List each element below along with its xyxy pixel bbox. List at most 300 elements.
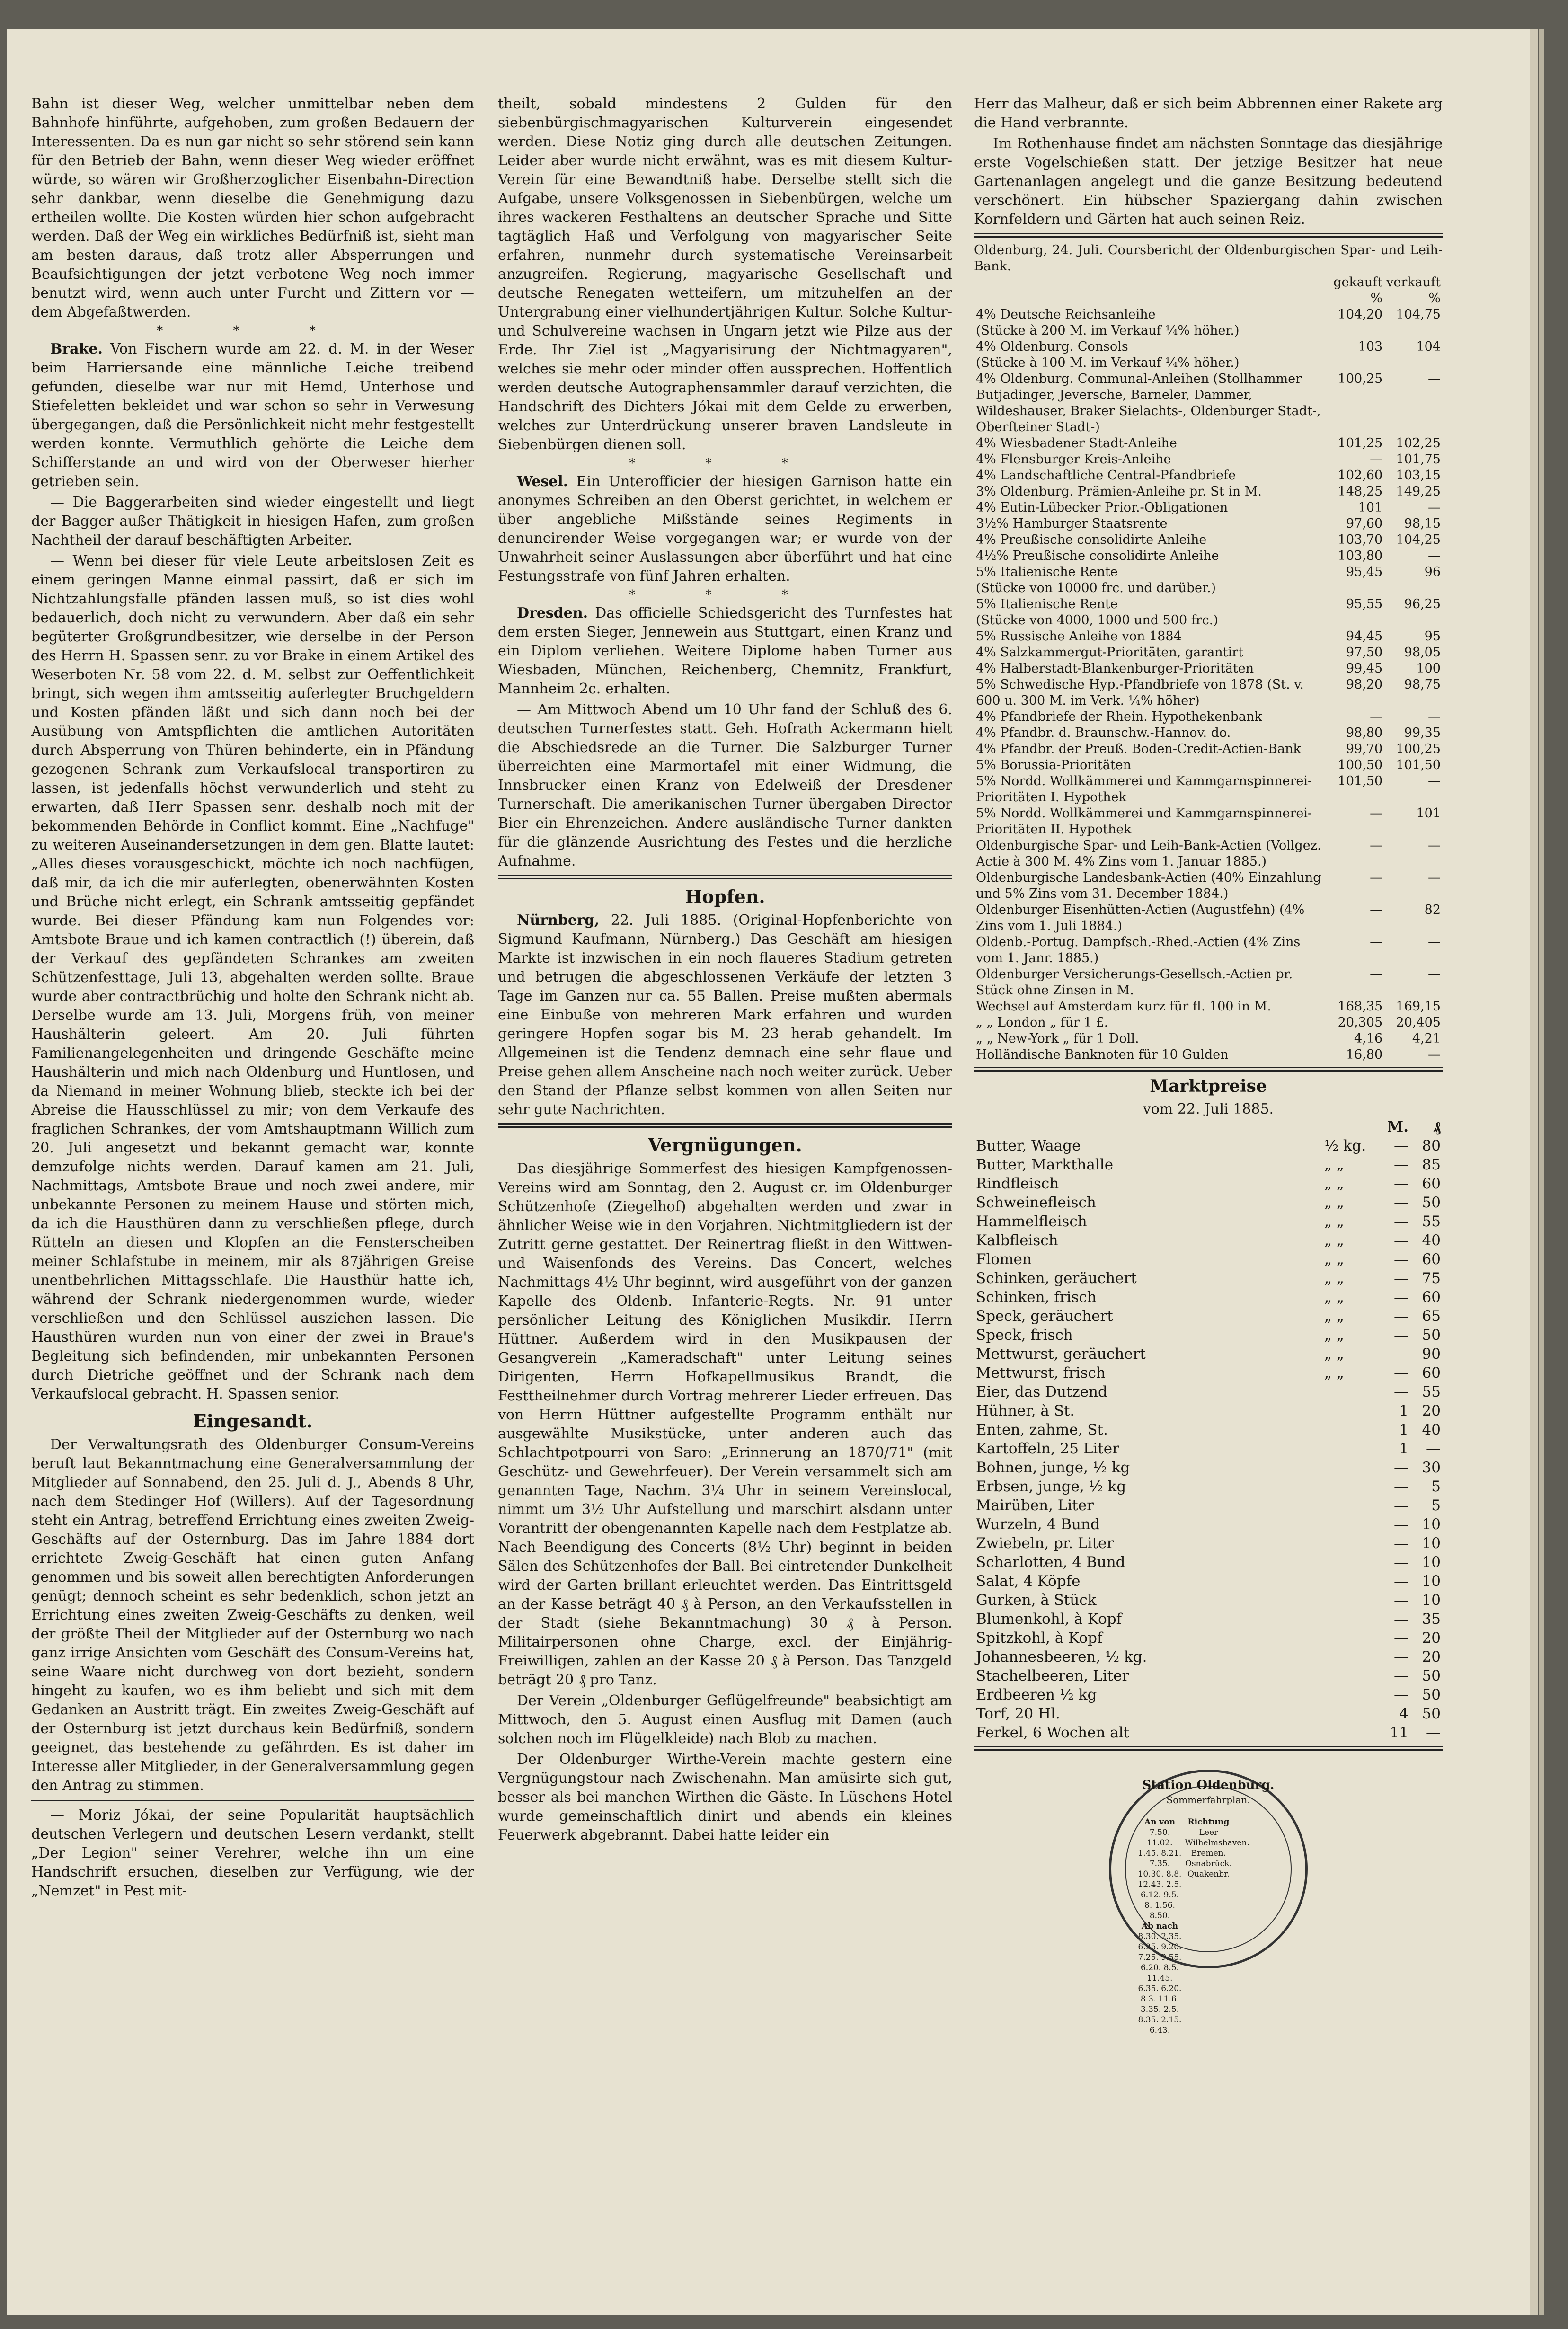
price-bought xyxy=(1331,323,1384,339)
dateline: Brake. xyxy=(50,341,103,357)
market-pf: 20 xyxy=(1422,1402,1441,1419)
table-row xyxy=(974,339,1443,355)
separator-stars xyxy=(498,456,952,470)
market-item: Ferkel, 6 Wochen alt xyxy=(976,1724,1130,1741)
market-unit xyxy=(1322,1401,1378,1420)
dateline: Dresden. xyxy=(517,605,588,621)
table-row xyxy=(974,468,1443,484)
market-mark: — xyxy=(1394,1497,1409,1514)
article-paragraph xyxy=(31,1435,474,1795)
market-item: Hühner, à St. xyxy=(976,1402,1075,1419)
market-unit xyxy=(1322,1477,1378,1496)
price-bought xyxy=(1331,612,1384,629)
article-paragraph xyxy=(31,1806,474,1901)
security-name: 3% Oldenburg. Prämien-Anleihe pr. St in M. xyxy=(976,484,1262,499)
price-sold: 96,25 xyxy=(1404,597,1441,611)
table-row xyxy=(974,371,1443,435)
market-pf: 60 xyxy=(1422,1175,1441,1192)
market-unit: „ „ xyxy=(1324,1156,1344,1173)
section-heading xyxy=(498,886,952,907)
price-sold: — xyxy=(1428,500,1441,515)
market-item: Hammelfleisch xyxy=(976,1213,1087,1230)
table-row xyxy=(974,1477,1443,1496)
price-sold: 4,21 xyxy=(1412,1031,1441,1046)
table-row xyxy=(974,1439,1443,1458)
market-pf: — xyxy=(1426,1724,1441,1741)
dateline: Wesel. xyxy=(517,473,568,490)
market-pf: 60 xyxy=(1422,1251,1441,1268)
market-item: Mairüben, Liter xyxy=(976,1497,1094,1514)
table-row xyxy=(974,1610,1443,1629)
column-left xyxy=(31,95,474,2253)
table-row xyxy=(974,1534,1443,1553)
market-item: Salat, 4 Köpfe xyxy=(976,1573,1081,1590)
market-item: Butter, Markthalle xyxy=(976,1156,1114,1173)
market-mark: — xyxy=(1394,1611,1409,1628)
market-pf: 75 xyxy=(1422,1270,1441,1287)
security-name: 4% Landschaftliche Central-Pfandbriefe xyxy=(976,468,1236,483)
price-sold xyxy=(1384,580,1443,596)
price-sold: 102,25 xyxy=(1396,436,1441,451)
market-unit xyxy=(1322,1382,1378,1401)
article-paragraph xyxy=(31,340,474,491)
market-pf: 50 xyxy=(1422,1705,1441,1722)
col-mark: M. xyxy=(1387,1118,1409,1135)
price-bought: — xyxy=(1370,935,1383,949)
separator-stars xyxy=(498,588,952,602)
market-mark: — xyxy=(1394,1232,1409,1249)
security-name: Holländische Banknoten für 10 Gulden xyxy=(976,1047,1229,1062)
paragraph-text: Der Oldenburger Wirthe-Verein machte gestern eine Vergnügungstour nach Zwischenahn. Man amüsirte sich gut, besser als bei manchen Wirthen die Gäste. In Lüschens Hotel wurde gemeinschaftlich dinirt und abends ein kleines Feuerwerk abgebrannt. Dabei hatte leider ein xyxy=(498,1751,952,1843)
stamp-title: Station Oldenburg. xyxy=(1142,1778,1275,1792)
market-mark: — xyxy=(1394,1289,1409,1306)
security-name: „ „ New-York „ für 1 Doll. xyxy=(976,1031,1139,1046)
paragraph-text: Eingesandt. xyxy=(193,1410,313,1432)
table-row xyxy=(974,1326,1443,1345)
paragraph-text: — Die Baggerarbeiten sind wieder eingestellt und liegt der Bagger außer Thätigkeit in hiesigen Hafen, zum großen Nachtheil der darauf beschäftigten Arbeiter. xyxy=(31,494,474,549)
stamp-col-direction: Richtung xyxy=(1187,1817,1230,1827)
security-name: 4% Oldenburg. Communal-Anleihen (Stollhammer Butjadinger, Jeversche, Barneler, Dammer, Wildeshauser, Braker Sielachts-, Oldenburger Stadt-, Oberfteiner Stadt-) xyxy=(976,372,1321,434)
section-rule xyxy=(498,875,952,879)
table-row xyxy=(974,1136,1443,1155)
table-row xyxy=(974,1269,1443,1288)
price-bought: 94,45 xyxy=(1346,629,1383,644)
price-bought: 148,25 xyxy=(1338,484,1383,499)
security-name: Oldenb.-Portug. Dampfsch.-Rhed.-Actien (4% Zins vom 1. Janr. 1885.) xyxy=(976,935,1301,965)
section-rule xyxy=(498,1123,952,1128)
table-row xyxy=(974,1572,1443,1591)
market-mark: 11 xyxy=(1390,1724,1409,1741)
section-heading xyxy=(31,1410,474,1432)
stamp-directions: Leer Wilhelmshaven. Bremen. Osnabrück. Quakenbr. xyxy=(1185,1828,1249,1879)
price-bought: 20,305 xyxy=(1338,1015,1383,1030)
market-item: Wurzeln, 4 Bund xyxy=(976,1516,1100,1533)
market-mark: — xyxy=(1394,1251,1409,1268)
table-row xyxy=(974,629,1443,645)
market-unit xyxy=(1322,1685,1378,1704)
table-row xyxy=(974,1515,1443,1534)
table-row xyxy=(974,307,1443,323)
market-unit xyxy=(1322,1572,1378,1591)
security-name: Oldenburgische Landesbank-Actien (40% Einzahlung und 5% Zins vom 31. December 1884.) xyxy=(976,870,1321,901)
table-row xyxy=(974,1647,1443,1666)
market-mark: — xyxy=(1394,1137,1409,1154)
market-mark: — xyxy=(1394,1383,1409,1400)
market-mark: — xyxy=(1394,1156,1409,1173)
paragraph-text: Hopfen. xyxy=(685,886,765,907)
security-name: 4% Halberstadt-Blankenburger-Prioritäten xyxy=(976,661,1254,676)
market-pf: 10 xyxy=(1422,1573,1441,1590)
market-item: Mettwurst, geräuchert xyxy=(976,1346,1146,1363)
price-bought: 98,20 xyxy=(1346,677,1383,692)
security-name: Oldenburger Versicherungs-Gesellsch.-Actien pr. Stück ohne Zinsen in M. xyxy=(976,967,1293,998)
article-paragraph xyxy=(498,1160,952,1690)
table-row xyxy=(974,741,1443,757)
market-pf: 50 xyxy=(1422,1686,1441,1703)
market-pf: 85 xyxy=(1422,1156,1441,1173)
market-item: Blumenkohl, à Kopf xyxy=(976,1611,1122,1628)
table-row xyxy=(974,1591,1443,1610)
market-mark: — xyxy=(1394,1478,1409,1495)
price-bought: — xyxy=(1370,967,1383,982)
market-unit xyxy=(1322,1723,1378,1742)
market-pf: 55 xyxy=(1422,1383,1441,1400)
table-row xyxy=(974,612,1443,629)
table-row xyxy=(974,725,1443,741)
table-row xyxy=(974,1553,1443,1572)
price-bought: 104,20 xyxy=(1338,307,1383,322)
security-name: (Stücke à 100 M. im Verkauf ¼% höher.) xyxy=(976,355,1240,370)
price-sold: 101 xyxy=(1416,806,1441,821)
market-item: Zwiebeln, pr. Liter xyxy=(976,1535,1114,1552)
section-rule xyxy=(974,1746,1443,1751)
market-unit xyxy=(1322,1553,1378,1572)
market-item: Schinken, geräuchert xyxy=(976,1270,1137,1287)
column-middle xyxy=(498,95,952,2253)
security-name: 4% Oldenburg. Consols xyxy=(976,339,1128,354)
market-unit: „ „ xyxy=(1324,1270,1344,1287)
separator-stars xyxy=(31,324,474,338)
col-sold: verkauft xyxy=(1386,275,1441,290)
market-item: Stachelbeeren, Liter xyxy=(976,1667,1129,1684)
price-sold: 98,05 xyxy=(1404,645,1441,660)
market-pf: 60 xyxy=(1422,1289,1441,1306)
market-mark: 1 xyxy=(1399,1402,1409,1419)
market-item: Gurken, à Stück xyxy=(976,1592,1097,1609)
security-name: 5% Nordd. Wollkämmerei und Kammgarnspinnerei-Prioritäten II. Hypothek xyxy=(976,806,1312,837)
security-name: Oldenburger Eisenhütten-Actien (Augustfehn) (4% Zins vom 1. Juli 1884.) xyxy=(976,903,1305,933)
table-row xyxy=(974,1231,1443,1250)
market-pf: 60 xyxy=(1422,1364,1441,1381)
col-pct: % xyxy=(1370,291,1383,306)
market-mark: — xyxy=(1394,1327,1409,1344)
price-bought: — xyxy=(1370,838,1383,853)
security-name: (Stücke von 4000, 1000 und 500 frc.) xyxy=(976,613,1218,628)
market-pf: — xyxy=(1426,1440,1441,1457)
table-row xyxy=(974,1364,1443,1382)
market-mark: — xyxy=(1394,1364,1409,1381)
price-bought: — xyxy=(1370,806,1383,821)
page-edge xyxy=(1530,29,1538,2315)
course-table xyxy=(974,275,1443,1063)
article-paragraph xyxy=(498,472,952,586)
market-mark: — xyxy=(1394,1459,1409,1476)
market-pf: 10 xyxy=(1422,1535,1441,1552)
market-unit: „ „ xyxy=(1324,1251,1344,1268)
price-sold: 96 xyxy=(1424,565,1441,579)
table-row xyxy=(974,1685,1443,1704)
market-item: Rindfleisch xyxy=(976,1175,1059,1192)
market-pf: 80 xyxy=(1422,1137,1441,1154)
market-mark: — xyxy=(1394,1648,1409,1665)
price-bought: — xyxy=(1370,903,1383,917)
market-mark: — xyxy=(1394,1629,1409,1647)
price-sold: 104,25 xyxy=(1396,532,1441,547)
market-unit xyxy=(1322,1439,1378,1458)
table-row xyxy=(974,1345,1443,1364)
security-name: 4% Deutsche Reichsanleihe xyxy=(976,307,1156,322)
timetable-stamp xyxy=(1109,1770,1308,2035)
market-pf: 55 xyxy=(1422,1213,1441,1230)
paragraph-text: Ein Unterofficier der hiesigen Garnison hatte ein anonymes Schreiben an den Oberst gerichtet, in welchem er über angebliche Mißstände seines Regiments in denuncirender Weise vorgegangen war; er wurde von der Unwahrheit seiner Auslassungen aber überführt und hat eine Festungsstrafe von fünf Jahren erhalten. xyxy=(498,473,952,584)
stamp-departures: 8.30. 2.35. 6.25. 9.20. 7.25. 9.55. 6.20. 8.5. 11.45. 6.35. 6.20. 8.3. 11.6. 3.35. 2.5. 8.35. 2.15. 6.43. xyxy=(1138,1932,1182,2035)
market-pf: 40 xyxy=(1422,1421,1441,1438)
article-paragraph xyxy=(498,911,952,1119)
table-row xyxy=(974,661,1443,677)
market-item: Spitzkohl, à Kopf xyxy=(976,1629,1103,1647)
table-row xyxy=(974,1212,1443,1231)
market-prices-table xyxy=(974,1117,1443,1742)
market-item: Bohnen, junge, ½ kg xyxy=(976,1459,1130,1476)
price-bought: 95,45 xyxy=(1346,565,1383,579)
market-mark: — xyxy=(1394,1308,1409,1325)
market-item: Butter, Waage xyxy=(976,1137,1081,1154)
table-row xyxy=(974,580,1443,596)
market-mark: — xyxy=(1394,1573,1409,1590)
price-bought: 101,50 xyxy=(1338,774,1383,788)
article-paragraph xyxy=(974,95,1443,133)
paragraph-text: — Wenn bei dieser für viele Leute arbeitslosen Zeit es einem geringen Manne einmal passirt, daß er sich im Nichtzahlungsfalle pfänden lassen muß, so ist dies wohl bedauerlich, doch nicht zu verwundern. Aber daß ein sehr begüterter Großgrundbesitzer, wie derselbe in der Person des Herrn H. Spassen senr. zu vor Brake in einem Artikel des Weserboten Nr. 58 vom 22. d. M. selbst zur Oeffentlichkeit bringt, sich wegen ihm amtsseitig auferlegter Bruchgeldern und Kosten pfänden läßt und sich dann noch bei der Ausübung von Amtspflichten die amtlichen Autoritäten durch Absperrung von Thüren behinderte, ein in Pfändung gezogenen Schrank zum Verkaufslocal transportiren zu lassen, ist jedenfalls höchst verwunderlich und steht zu erwarten, daß Herr Spassen senr. deshalb noch mit der bekommenden Behörde in Conflict kommt. Eine „Nachfuge" zu weiteren Auseinandersetzungen in dem gen. Blatte lautet: „Alles dieses vorausgeschickt, möchte ich noch nachfügen, daß mir, da ich die mir auferlegten, obenerwähnten Kosten und Brüche nicht erlegt, ein Schrank amtsseitig gepfändet wurde. Bei dieser Pfändung kam nun Folgendes vor: Amtsbote Braue und ich kamen contractlich (!) überein, daß der Verkauf des gepfändeten Schrankes am zweiten Schützenfesttage, Juli 13, abgehalten werden sollte. Braue wurde aber contractbrüchig und holte den Schrank nicht ab. Derselbe wurde am 13. Juli, Morgens früh, von meiner Haushälterin geleert. Am 20. Juli führten Familienangelegenheiten und dringende Geschäfte meine Haushälterin und mich nach Oldenburg und Huntlosen, und da Niemand in meiner Wohnung blieb, steckte ich bei der Abreise die Hausschlüssel zu mir; von dem Verkaufe des fraglichen Schrankes, der vom Amtshauptmann Willich zum 20. Juli angesetzt und bekannt gemacht war, konnte demzufolge nichts werden. Darauf kamen am 21. Juli, Nachmittags, Amtsbote Braue und noch zwei andere, mir unbekannte Personen zu meinem Hause und störten mich, da ich die Hausthüren dann zu verschließen pflege, durch Rütteln an diesen und Klopfen an die Fensterscheiben meiner Schlafstube in meinem, mir als 87jährigen Greise unentbehrlichen Mittagsschlafe. Die Hausthür hatte ich, während der Schrank niedergenommen wurde, wieder verschließen und den Schlüssel ausziehen lassen. Die Hausthüren wurden nun von einer der zwei in Braue's Begleitung sich befindenden, mir unbekannten Personen durch Dietriche geöffnet und der Schrank nach dem Verkaufslocal gebracht. H. Spassen senior. xyxy=(31,553,474,1402)
market-unit xyxy=(1322,1591,1378,1610)
price-sold xyxy=(1384,355,1443,371)
price-bought: — xyxy=(1370,452,1383,467)
market-item: Eier, das Dutzend xyxy=(976,1383,1107,1400)
table-row xyxy=(974,532,1443,548)
price-sold: — xyxy=(1428,549,1441,563)
article-paragraph xyxy=(31,95,474,322)
table-row xyxy=(974,1458,1443,1477)
table-row xyxy=(974,355,1443,371)
table-row xyxy=(974,934,1443,966)
price-sold: — xyxy=(1428,838,1441,853)
market-pf: 5 xyxy=(1431,1478,1441,1495)
price-sold: 100 xyxy=(1416,661,1441,676)
price-sold: 103,15 xyxy=(1396,468,1441,483)
article-paragraph xyxy=(31,493,474,550)
market-pf: 20 xyxy=(1422,1648,1441,1665)
security-name: Wechsel auf Amsterdam kurz für fl. 100 in M. xyxy=(976,999,1271,1014)
market-item: Schweinefleisch xyxy=(976,1194,1096,1211)
market-pf: 40 xyxy=(1422,1232,1441,1249)
market-unit xyxy=(1322,1534,1378,1553)
market-unit: „ „ xyxy=(1324,1308,1344,1325)
market-item: Erbsen, junge, ½ kg xyxy=(976,1478,1126,1495)
market-unit: „ „ xyxy=(1324,1327,1344,1344)
paragraph-text: 22. Juli 1885. (Original-Hopfenberichte von Sigmund Kaufmann, Nürnberg.) Das Geschäft am hiesigen Markte ist inzwischen in ein noch flaueres Stadium getreten und betrugen die abgeschlossenen Verkäufe der letzten 3 Tage im Ganzen nur ca. 55 Ballen. Preise mußten abermals eine Einbuße von mehreren Mark erfahren und wurden geringere Hopfen sogar bis M. 23 herab gehandelt. Im Allgemeinen ist die Tendenz demnach eine sehr flaue und Preise gehen allem Anscheine nach noch weiter zurück. Ueber den Stand der Pflanze selbst kommen von allen Seiten nur sehr gute Nachrichten. xyxy=(498,912,952,1118)
table-row xyxy=(974,1193,1443,1212)
table-row xyxy=(974,452,1443,468)
page-edge xyxy=(1539,29,1544,2315)
market-item: Erdbeeren ½ kg xyxy=(976,1686,1097,1703)
col-pfennig: ₰ xyxy=(1433,1118,1441,1135)
security-name: 4% Pfandbr. d. Braunschw.-Hannov. do. xyxy=(976,726,1231,740)
market-unit xyxy=(1322,1515,1378,1534)
table-row xyxy=(974,1307,1443,1326)
market-pf: 10 xyxy=(1422,1554,1441,1571)
paragraph-text: * * * xyxy=(157,324,349,338)
market-unit xyxy=(1322,1458,1378,1477)
article-paragraph xyxy=(498,700,952,871)
market-item: Kartoffeln, 25 Liter xyxy=(976,1440,1119,1457)
price-bought: 95,55 xyxy=(1346,597,1383,611)
price-bought: 100,25 xyxy=(1338,372,1383,386)
market-pf: 90 xyxy=(1422,1346,1441,1363)
market-unit: „ „ xyxy=(1324,1213,1344,1230)
market-mark: — xyxy=(1394,1346,1409,1363)
table-row xyxy=(974,773,1443,806)
price-sold: 100,25 xyxy=(1396,742,1441,756)
market-mark: — xyxy=(1394,1554,1409,1571)
market-item: Johannesbeeren, ½ kg. xyxy=(976,1648,1147,1665)
security-name: 4½% Preußische consolidirte Anleihe xyxy=(976,549,1219,563)
price-sold: — xyxy=(1428,967,1441,982)
stamp-col-ab: Ab nach xyxy=(1141,1922,1178,1931)
paragraph-text: Von Fischern wurde am 22. d. M. in der Weser beim Harriersande eine männliche Leiche treibend gefunden, dieselbe war nur mit Hemd, Unterhose und Stiefeletten bekleidet und war schon so sehr in Verwesung übergegangen, daß die Persönlichkeit nicht mehr festgestellt werden konnte. Vermuthlich gehörte die Leiche dem Schifferstande an und wird von der Oberweser hierher getrieben sein. xyxy=(31,341,474,490)
table-row xyxy=(974,484,1443,500)
section-rule xyxy=(974,233,1443,238)
course-report-heading: Oldenburg, 24. Juli. Coursbericht der Oldenburgischen Spar- und Leih-Bank. xyxy=(974,243,1443,274)
article-paragraph xyxy=(498,604,952,699)
table-row xyxy=(974,966,1443,999)
paragraph-text: Der Verein „Oldenburger Geflügelfreunde" beabsichtigt am Mittwoch, den 5. August einen Ausflug mit Damen (auch solchen noch im Flügelkleide) nach Blob zu machen. xyxy=(498,1692,952,1747)
security-name: 4% Salzkammergut-Prioritäten, garantirt xyxy=(976,645,1243,660)
article-paragraph xyxy=(498,95,952,454)
market-pf: 10 xyxy=(1422,1516,1441,1533)
market-item: Mettwurst, frisch xyxy=(976,1364,1106,1381)
market-item: Enten, zahme, St. xyxy=(976,1421,1108,1438)
security-name: 4% Pfandbriefe der Rhein. Hypothekenbank xyxy=(976,709,1262,724)
market-item: Torf, 20 Hl. xyxy=(976,1705,1060,1722)
table-row xyxy=(974,1015,1443,1031)
price-sold: — xyxy=(1428,709,1441,724)
article-paragraph xyxy=(31,552,474,1404)
market-unit: „ „ xyxy=(1324,1346,1344,1363)
paragraph-text: theilt, sobald mindestens 2 Gulden für den siebenbürgischmagyarischen Kulturverein eingesendet werden. Diese Notiz ging durch alle deutschen Zeitungen. Leider aber wurde nicht erwähnt, was es mit diesem Kultur-Verein für eine Bewandtniß habe. Derselbe stellt sich die Aufgabe, unsere Volksgenossen in Siebenbürgen, welche um ihres wackeren Festhaltens an deutscher Sprache und Sitte tagtäglich Haß und Verfolgung von magyarischer Seite erfahren, nunmehr durch systematische Vereinsarbeit anzugreifen. Regierung, magyarische Gesellschaft und deutsche Renegaten wetteifern, um mitzuhelfen an der Untergrabung einer vielhundertjährigen Kultur. Solche Kultur- und Schulvereine wachsen in Ungarn jetzt wie Pilze aus der Erde. Ihr Ziel ist „Magyarisirung der Nichtmagyaren", welches sie mehr oder minder offen aussprechen. Hoffentlich werden deutsche Autographensammler darauf verzichten, die Handschrift des Dichters Jókai mit dem Gelde zu erwerben, welches zur Unterdrückung unserer braven Landsleute in Siebenbürgen dienen soll. xyxy=(498,96,952,453)
market-unit: „ „ xyxy=(1324,1232,1344,1249)
market-unit xyxy=(1322,1496,1378,1515)
table-row xyxy=(974,1629,1443,1647)
price-bought: 103,80 xyxy=(1338,549,1383,563)
security-name: 4% Pfandbr. der Preuß. Boden-Credit-Actien-Bank xyxy=(976,742,1301,756)
price-sold: 95 xyxy=(1424,629,1441,644)
table-row xyxy=(974,564,1443,580)
market-item: Kalbfleisch xyxy=(976,1232,1058,1249)
market-item: Flomen xyxy=(976,1251,1032,1268)
market-mark: — xyxy=(1394,1535,1409,1552)
market-unit: „ „ xyxy=(1324,1175,1344,1192)
table-row xyxy=(974,1031,1443,1047)
market-item: Schinken, frisch xyxy=(976,1289,1097,1306)
section-heading xyxy=(498,1134,952,1156)
market-prices-title: Marktpreise xyxy=(1150,1076,1267,1096)
price-sold: — xyxy=(1428,935,1441,949)
table-row xyxy=(974,1047,1443,1063)
paragraph-text: Bahn ist dieser Weg, welcher unmittelbar neben dem Bahnhofe hinführte, aufgehoben, zum großen Bedauern der Interessenten. Da es nun gar nicht so sehr störend sein kann für den Betrieb der Bahn, wenn dieser Weg wieder eröffnet würde, so wären wir Großherzoglicher Eisenbahn-Direction sehr dankbar, wenn dieselbe die Genehmigung dazu ertheilen wollte. Die Kosten würden hier schon aufgebracht werden. Daß der Weg ein wirkliches Bedürfniß ist, sieht man am besten daraus, daß trotz aller Absperrungen und Beaufsichtigungen der jetzt verbotene Weg noch immer benutzt wird, wenn auch unter Furcht und Zittern vor — dem Abgefaßtwerden. xyxy=(31,96,474,320)
price-bought xyxy=(1331,580,1384,596)
market-pf: 50 xyxy=(1422,1667,1441,1684)
table-row xyxy=(974,1288,1443,1307)
market-item: Scharlotten, 4 Bund xyxy=(976,1554,1125,1571)
stamp-arrivals: 7.50. 11.02. 1.45. 8.21. 7.35. 10.30. 8.8. 12.43. 2.5. 6.12. 9.5. 8. 1.56. 8.50. xyxy=(1138,1828,1182,1921)
price-sold: — xyxy=(1428,372,1441,386)
column-right xyxy=(974,95,1443,2253)
market-pf: 10 xyxy=(1422,1592,1441,1609)
table-row xyxy=(974,1666,1443,1685)
price-sold: 101,50 xyxy=(1396,758,1441,772)
market-mark: — xyxy=(1394,1213,1409,1230)
article-paragraph xyxy=(498,1691,952,1748)
table-row xyxy=(974,500,1443,516)
price-bought: 16,80 xyxy=(1346,1047,1383,1062)
price-bought: — xyxy=(1370,870,1383,885)
market-item: Speck, frisch xyxy=(976,1327,1073,1344)
price-bought: — xyxy=(1370,709,1383,724)
table-row xyxy=(974,645,1443,661)
table-row xyxy=(974,1155,1443,1174)
market-unit: „ „ xyxy=(1324,1364,1344,1381)
price-bought: 102,60 xyxy=(1338,468,1383,483)
security-name: 5% Nordd. Wollkämmerei und Kammgarnspinnerei-Prioritäten I. Hypothek xyxy=(976,774,1312,805)
price-bought: 101 xyxy=(1358,500,1383,515)
market-unit xyxy=(1322,1610,1378,1629)
price-bought xyxy=(1331,355,1384,371)
paragraph-text: — Am Mittwoch Abend um 10 Uhr fand der Schluß des 6. deutschen Turnerfestes statt. Geh. Hofrath Ackermann hielt die Abschiedsrede an die Turner. Die Salzburger Turner überreichten eine Marmortafel mit einer Widmung, die Innsbrucker einen Kranz von Edelweiß der Dresdener Turnerschaft. Die amerikanischen Turner übergaben Director Bier ein Ehrenzeichen. Andere ausländische Turner dankten für die glänzende Ausrichtung des Festes und die herzliche Aufnahme. xyxy=(498,701,952,869)
col-bought: gekauft xyxy=(1333,275,1383,290)
security-name: 5% Borussia-Prioritäten xyxy=(976,758,1132,772)
price-sold: 82 xyxy=(1424,903,1441,917)
paragraph-text: * * * xyxy=(629,456,821,470)
price-bought: 168,35 xyxy=(1338,999,1383,1014)
market-pf: 30 xyxy=(1422,1459,1441,1476)
market-item: Speck, geräuchert xyxy=(976,1308,1113,1325)
table-row xyxy=(974,677,1443,709)
stamp-subtitle: Sommerfahrplan. xyxy=(1166,1794,1250,1806)
table-row xyxy=(974,806,1443,838)
price-sold xyxy=(1384,612,1443,629)
price-sold: 101,75 xyxy=(1396,452,1441,467)
price-bought: 101,25 xyxy=(1338,436,1383,451)
paragraph-text: * * * xyxy=(629,588,821,602)
market-pf: 50 xyxy=(1422,1194,1441,1211)
market-mark: 4 xyxy=(1399,1705,1409,1722)
price-sold xyxy=(1384,323,1443,339)
price-sold: 104,75 xyxy=(1396,307,1441,322)
table-row xyxy=(974,1704,1443,1723)
price-bought: 99,70 xyxy=(1346,742,1383,756)
market-prices-date: vom 22. Juli 1885. xyxy=(1143,1101,1274,1117)
paragraph-text: Im Rothenhause findet am nächsten Sonntage das diesjährige erste Vogelschießen statt. Der jetzige Besitzer hat neue Gartenanlagen angelegt und die ganze Besitzung bedeutend verschönert. Ein hübscher Spaziergang dahin zwischen Kornfeldern und Gärten hat auch seinen Reiz. xyxy=(974,135,1443,228)
market-unit xyxy=(1322,1666,1378,1685)
